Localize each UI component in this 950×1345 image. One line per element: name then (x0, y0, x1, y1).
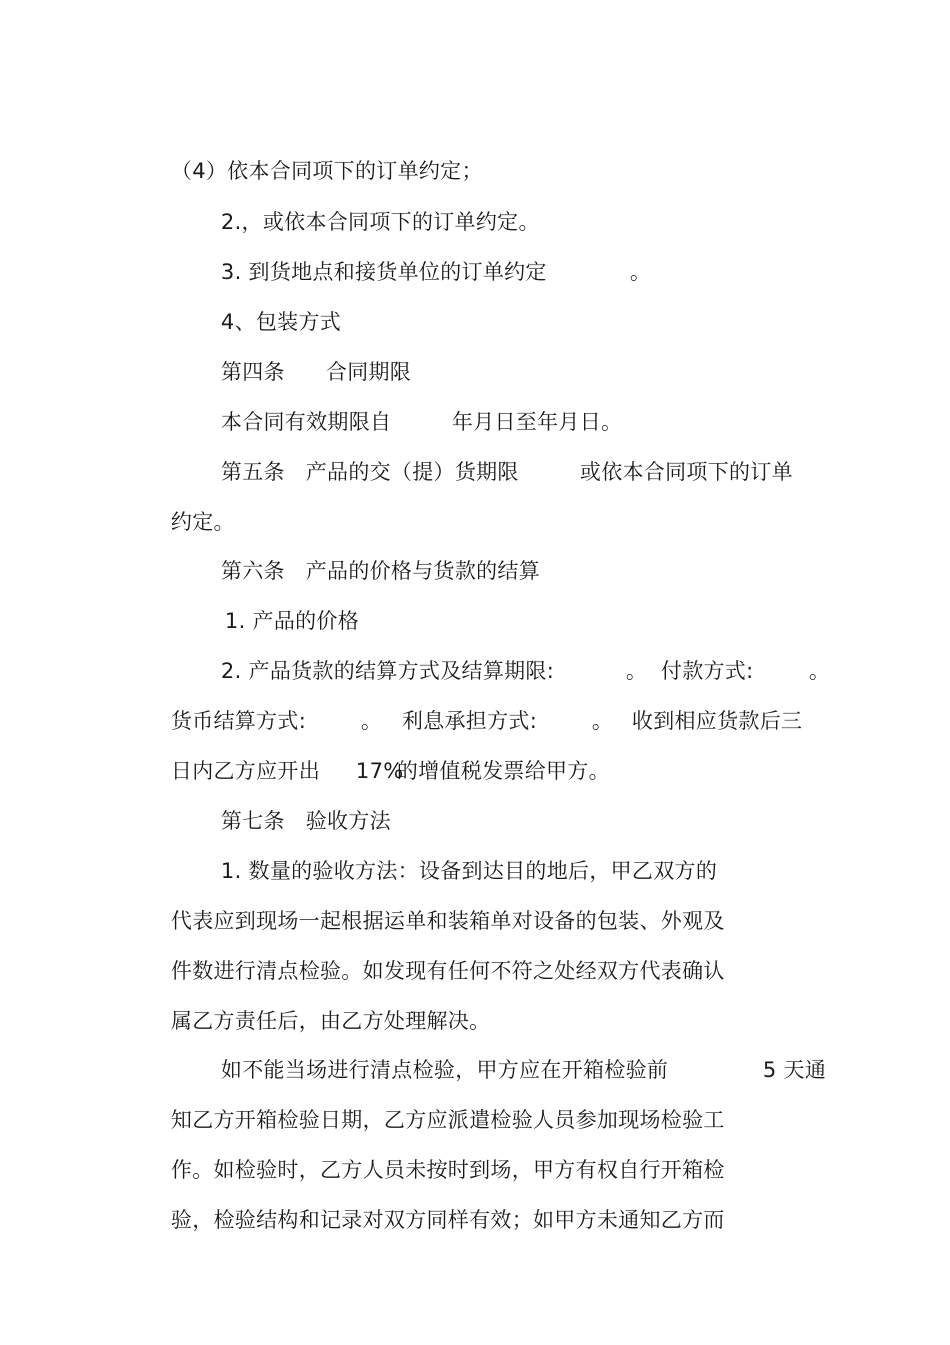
text-segment: （4）依本合同项下的订单约定； (170, 159, 483, 183)
text-segment: 1. 产品的价格 (224, 609, 360, 633)
text-segment: 验，检验结构和记录对双方同样有效；如甲方未通知乙方而 (170, 1208, 725, 1232)
text-segment: 第六条 产品的价格与货款的结算 (220, 559, 541, 583)
text-segment: 4、包装方式 (220, 310, 342, 334)
text-segment: 如不能当场进行清点检验，甲方应在开箱检验前 (220, 1058, 669, 1082)
text-segment: 本合同有效期限自 (220, 410, 392, 434)
text-line (552, 427, 793, 517)
text-segment: 。 (629, 260, 652, 284)
text-segment: 收到相应货款后三 (631, 709, 803, 733)
text-segment: 约定。 (170, 510, 235, 534)
text-segment: 代表应到现场一起根据运单和装箱单对设备的包装、外观及 (170, 909, 725, 933)
text-line (143, 1175, 725, 1265)
text-segment: 1. 数量的验收方法：设备到达目的地后，甲乙双方的 (220, 859, 718, 883)
text-segment: 年月日至年月日。 (451, 410, 623, 434)
text-line (369, 726, 610, 816)
text-segment: 作。如检验时，乙方人员未按时到场，甲方有权自行开箱检 (170, 1158, 725, 1182)
text-segment: 3. 到货地点和接货单位的订单约定 (220, 260, 547, 284)
article-heading (193, 427, 519, 517)
text-segment: 件数进行清点检验。如发现有任何不符之处经双方代表确认 (170, 959, 725, 983)
text-line (602, 227, 651, 317)
text-segment: 5 天通 (762, 1058, 827, 1082)
text-segment: 知乙方开箱检验日期，乙方应派遣检验人员参加现场检验工 (170, 1108, 725, 1132)
text-line (604, 676, 802, 766)
text-segment: 属乙方责任后，由乙方处理解决。 (170, 1009, 491, 1033)
text-line (735, 1025, 826, 1115)
text-segment: 付款方式: (660, 659, 754, 683)
text-segment: 2. 产品货款的结算方式及结算期限: (220, 659, 555, 683)
article-title: 合同期限 (325, 360, 412, 384)
text-segment: 。 (360, 709, 383, 733)
text-segment: 利息承担方式: (401, 709, 538, 733)
article-number: 第四条 (220, 360, 285, 384)
text-segment: 第五条 产品的交（提）货期限 (220, 460, 519, 484)
text-segment: 货币结算方式: (170, 709, 307, 733)
text-segment: 第七条 验收方法 (220, 809, 391, 833)
vat-rate: 17% (355, 759, 404, 783)
text-segment: 。 (625, 659, 648, 683)
text-segment: 。 (591, 709, 614, 733)
text-segment: 。 (808, 659, 831, 683)
text-segment: 的增值税发票给甲方。 (396, 759, 610, 783)
text-segment: 2.，或依本合同项下的订单约定。 (220, 210, 540, 234)
text-segment: 日内乙方应开出 (170, 759, 321, 783)
text-segment: 或依本合同项下的订单 (579, 460, 793, 484)
